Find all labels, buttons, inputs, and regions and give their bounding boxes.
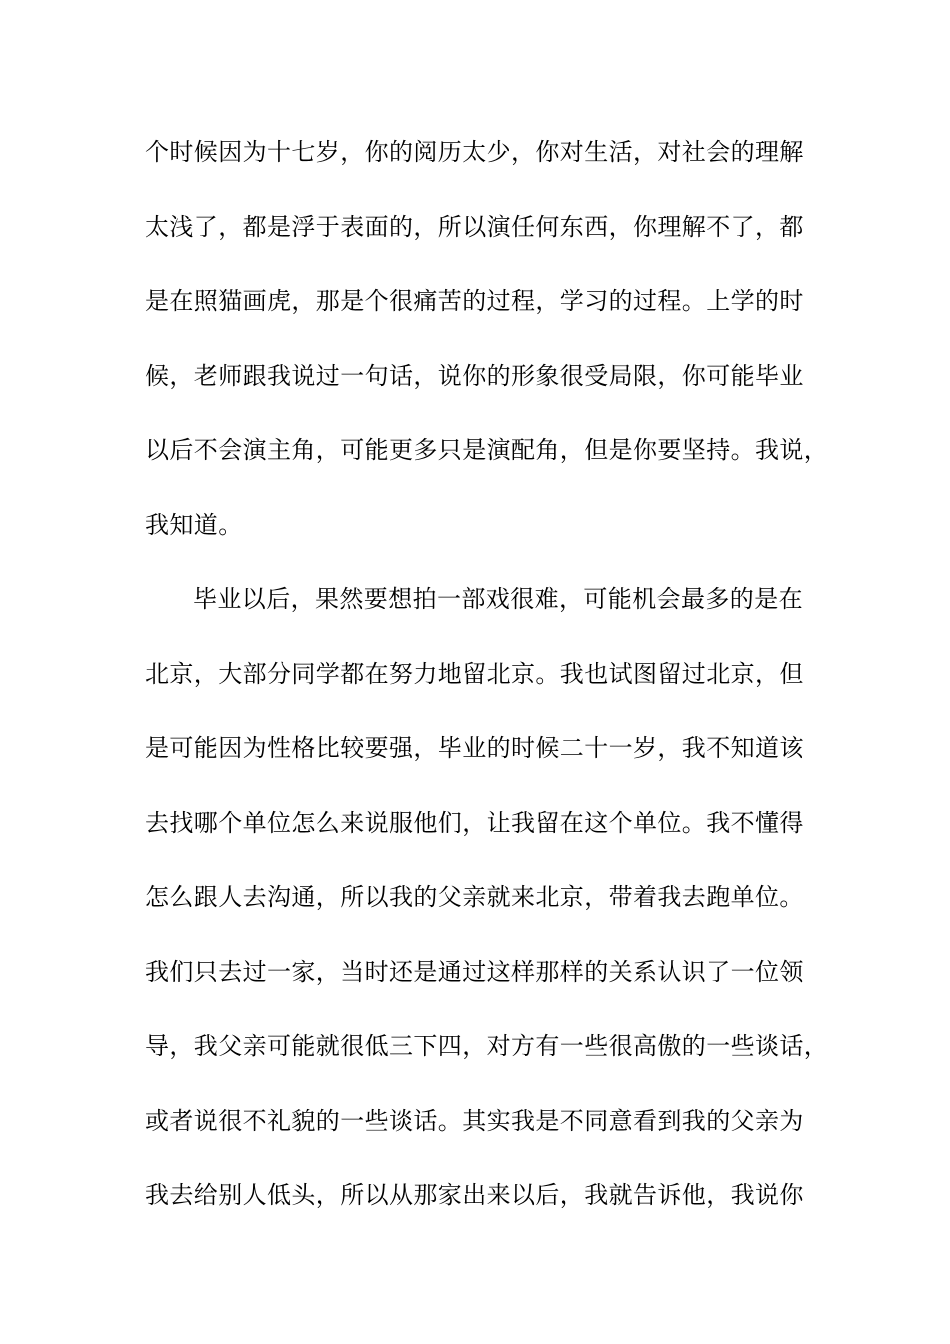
text-line: 是可能因为性格比较要强，毕业的时候二十一岁，我不知道该 — [145, 734, 804, 762]
text-line: 导，我父亲可能就很低三下四，对方有一些很高傲的一些谈话， — [145, 1032, 829, 1060]
text-line: 北京，大部分同学都在努力地留北京。我也试图留过北京，但 — [145, 659, 804, 688]
paragraph-first-line: 毕业以后，果然要想拍一部戏很难，可能机会最多的是在 — [193, 585, 803, 613]
document-body — [145, 132, 835, 1250]
text-line: 我们只去过一家，当时还是通过这样那样的关系认识了一位领 — [145, 957, 804, 986]
text-line: 怎么跟人去沟通，所以我的父亲就来北京，带着我去跑单位。 — [145, 883, 804, 911]
text-line: 以后不会演主角，可能更多只是演配角，但是你要坚持。我说， — [145, 436, 829, 464]
text-line: 个时候因为十七岁，你的阅历太少，你对生活，对社会的理解 — [145, 138, 804, 166]
text-line: 太浅了，都是浮于表面的，所以演任何东西，你理解不了，都 — [145, 212, 804, 241]
text-line: 或者说很不礼貌的一些谈话。其实我是不同意看到我的父亲为 — [145, 1106, 804, 1135]
text-line: 是在照猫画虎，那是个很痛苦的过程，学习的过程。上学的时 — [145, 287, 804, 315]
text-line: 候，老师跟我说过一句话，说你的形象很受局限，你可能毕业 — [145, 361, 804, 390]
text-line: 去找哪个单位怎么来说服他们，让我留在这个单位。我不懂得 — [145, 808, 804, 837]
text-line: 我去给别人低头，所以从那家出来以后，我就告诉他，我说你 — [145, 1181, 804, 1209]
text-line: 我知道。 — [145, 510, 243, 539]
